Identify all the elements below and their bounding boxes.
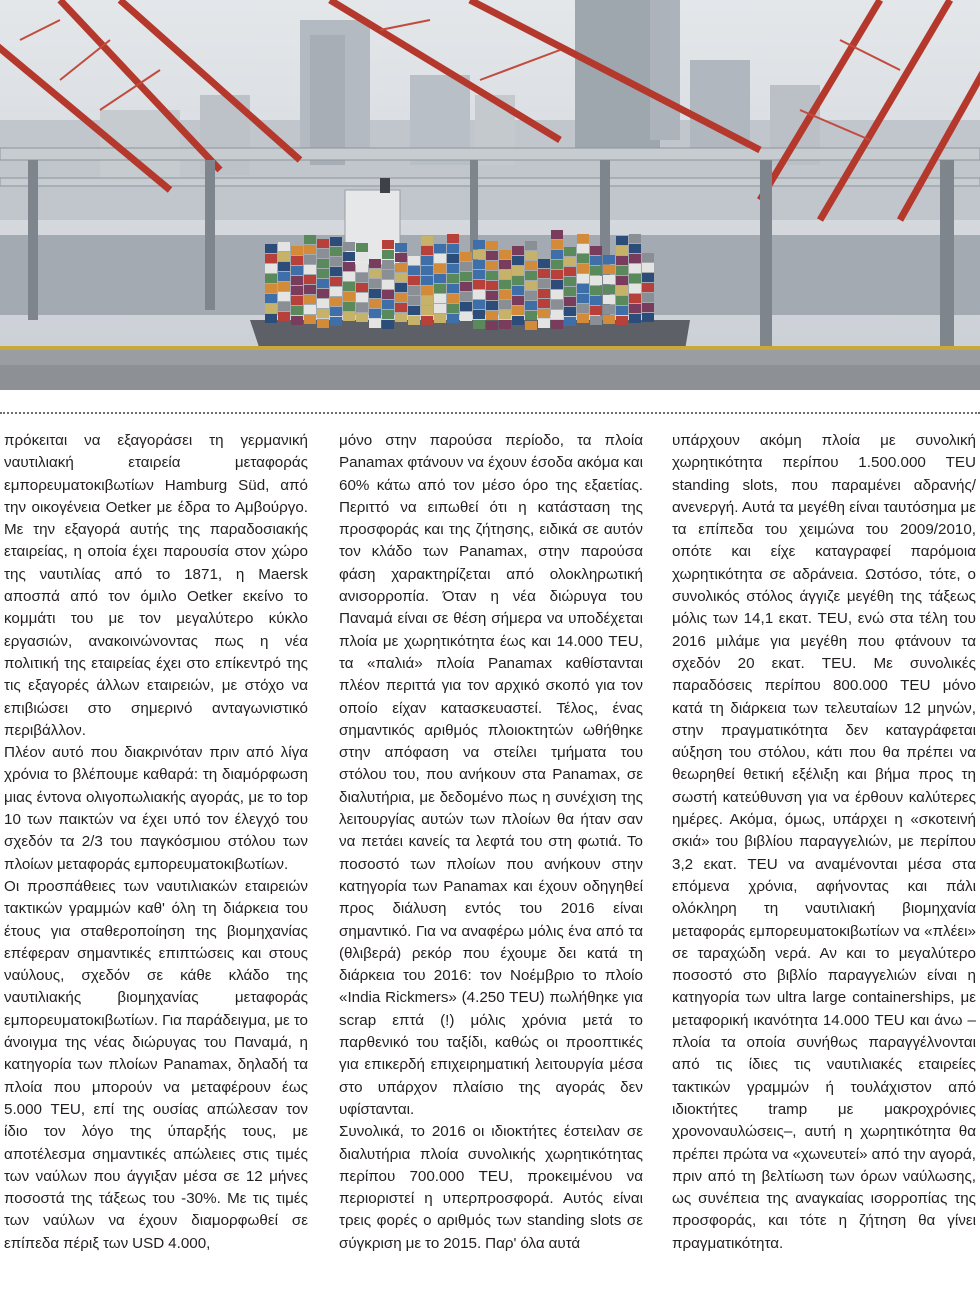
container-box: [616, 246, 628, 255]
container-box: [616, 256, 628, 265]
section-divider: [0, 412, 980, 414]
container-box: [265, 254, 277, 263]
container-box: [473, 240, 485, 249]
container-box: [460, 292, 472, 301]
container-box: [434, 304, 446, 313]
container-box: [590, 286, 602, 295]
container-box: [486, 271, 498, 280]
container-box: [551, 310, 563, 319]
container-box: [629, 264, 641, 273]
container-box: [499, 250, 511, 259]
container-box: [330, 317, 342, 326]
container-box: [499, 320, 511, 329]
article-column-3: [672, 430, 976, 1255]
container-box: [460, 252, 472, 261]
container-box: [395, 243, 407, 252]
container-box: [304, 255, 316, 264]
container-box: [538, 289, 550, 298]
container-box: [434, 314, 446, 323]
container-box: [265, 314, 277, 323]
container-box: [512, 296, 524, 305]
column-2-paragraph: Συνολικά, το 2016 οι ιδιοκτήτες έστειλαν σε διαλυτήρια πλοία συνολικής χωρητικότητας περίπου 700.000 TEU, προκειμένου να περιοριστεί η υπερπροσφορά. Αυτός είναι τρεις φορές ο αριθμός των standing slots σε σύγκριση με το 2015. Παρ' όλα αυτά: [339, 1123, 643, 1252]
container-box: [356, 283, 368, 292]
container-box: [330, 267, 342, 276]
container-box: [590, 266, 602, 275]
container-box: [486, 241, 498, 250]
container-box: [616, 276, 628, 285]
container-box: [460, 312, 472, 321]
container-box: [421, 256, 433, 265]
container-box: [395, 303, 407, 312]
container-box: [616, 316, 628, 325]
container-box: [473, 320, 485, 329]
container-box: [629, 294, 641, 303]
container-box: [538, 299, 550, 308]
container-box: [603, 265, 615, 274]
container-box: [317, 239, 329, 248]
container-box: [369, 279, 381, 288]
container-box: [512, 306, 524, 315]
container-box: [330, 297, 342, 306]
container-box: [265, 304, 277, 313]
container-box: [343, 292, 355, 301]
container-box: [499, 280, 511, 289]
container-box: [551, 230, 563, 239]
container-box: [551, 240, 563, 249]
container-box: [356, 263, 368, 272]
container-box: [291, 276, 303, 285]
container-box: [577, 274, 589, 283]
container-box: [486, 311, 498, 320]
container-box: [564, 277, 576, 286]
container-box: [447, 254, 459, 263]
column-1-paragraph: Οι προσπάθειες των ναυτιλιακών εταιρειών τακτικών γραμμών καθ' όλη τη διάρκεια του έτους για σταθεροποίηση της βιομηχανίας επέφεραν σημαντικές επιπτώσεις και στους ναύλους, σχεδόν σε κάθε κλάδο της ναυτιλιακής βιομηχανίας μεταφοράς εμπορευματοκιβωτίων. Για παράδειγμα, με το άνοιγμα της νέας διώρυγας του Παναμά, η κατηγορία των πλοίων Panamax, δηλαδή τα πλοία που μπορούν να μεταφέρουν έως 5.000 TEU, επί της ουσίας απώλεσαν τον ίδιο τον λόγο της ύπαρξής τους, με αποτέλεσμα σημαντικές απώλειες στις τιμές των ναύλων που άγγιξαν μέσα σε 12 μήνες ποσοστά της τάξεως του -30%. Με τις τιμές των ναύλων να έχουν διαμορφωθεί σε επίπεδα πέριξ των USD 4.000,: [4, 877, 308, 1252]
container-box: [421, 306, 433, 315]
container-box: [382, 240, 394, 249]
container-box: [317, 269, 329, 278]
container-box: [590, 246, 602, 255]
container-box: [304, 305, 316, 314]
container-box: [343, 312, 355, 321]
container-box: [369, 289, 381, 298]
container-box: [278, 302, 290, 311]
container-box: [317, 289, 329, 298]
container-box: [304, 275, 316, 284]
container-box: [369, 299, 381, 308]
container-box: [525, 261, 537, 270]
container-box: [512, 266, 524, 275]
container-box: [447, 264, 459, 273]
container-box: [278, 242, 290, 251]
container-box: [642, 313, 654, 322]
container-box: [551, 290, 563, 299]
container-box: [382, 300, 394, 309]
container-box: [486, 321, 498, 330]
container-box: [564, 257, 576, 266]
container-box: [577, 294, 589, 303]
container-box: [486, 301, 498, 310]
container-box: [564, 317, 576, 326]
container-box: [330, 277, 342, 286]
container-box: [343, 252, 355, 261]
container-box: [265, 264, 277, 273]
container-box: [460, 302, 472, 311]
container-box: [343, 302, 355, 311]
container-box: [512, 276, 524, 285]
container-box: [343, 242, 355, 251]
container-box: [577, 244, 589, 253]
container-box: [434, 284, 446, 293]
container-box: [629, 314, 641, 323]
container-box: [590, 296, 602, 305]
container-box: [616, 296, 628, 305]
container-box: [434, 254, 446, 263]
container-box: [395, 283, 407, 292]
container-box: [590, 256, 602, 265]
container-box: [525, 311, 537, 320]
container-box: [447, 294, 459, 303]
container-box: [551, 250, 563, 259]
container-box: [538, 259, 550, 268]
container-box: [590, 306, 602, 315]
container-box: [356, 273, 368, 282]
container-box: [499, 300, 511, 309]
container-box: [291, 286, 303, 295]
container-box: [512, 286, 524, 295]
container-box: [538, 319, 550, 328]
container-box: [278, 252, 290, 261]
container-box: [577, 314, 589, 323]
container-box: [642, 283, 654, 292]
container-box: [291, 266, 303, 275]
container-box: [590, 316, 602, 325]
container-box: [473, 280, 485, 289]
container-box: [369, 269, 381, 278]
container-box: [291, 246, 303, 255]
container-box: [356, 243, 368, 252]
container-box: [447, 274, 459, 283]
container-box: [382, 250, 394, 259]
article-body: [4, 430, 978, 1288]
containership-port-image: [0, 0, 980, 390]
container-box: [369, 309, 381, 318]
container-box: [551, 280, 563, 289]
container-box: [642, 303, 654, 312]
container-box: [616, 306, 628, 315]
container-box: [473, 310, 485, 319]
container-box: [447, 244, 459, 253]
container-box: [564, 247, 576, 256]
container-box: [304, 265, 316, 274]
container-box: [473, 290, 485, 299]
container-box: [512, 316, 524, 325]
container-box: [616, 286, 628, 295]
container-box: [421, 236, 433, 245]
container-box: [577, 304, 589, 313]
container-box: [525, 241, 537, 250]
container-box: [564, 297, 576, 306]
container-box: [278, 292, 290, 301]
container-box: [486, 251, 498, 260]
container-box: [642, 273, 654, 282]
container-box: [538, 269, 550, 278]
container-box: [278, 272, 290, 281]
container-box: [512, 246, 524, 255]
container-box: [291, 306, 303, 315]
container-box: [317, 249, 329, 258]
container-box: [486, 261, 498, 270]
container-box: [382, 260, 394, 269]
container-box: [525, 321, 537, 330]
container-box: [356, 303, 368, 312]
container-box: [304, 295, 316, 304]
container-box: [434, 264, 446, 273]
container-box: [265, 274, 277, 283]
container-box: [616, 236, 628, 245]
container-box: [317, 259, 329, 268]
container-box: [642, 293, 654, 302]
container-box: [447, 234, 459, 243]
container-box: [382, 320, 394, 329]
container-box: [304, 245, 316, 254]
container-box: [421, 246, 433, 255]
container-box: [603, 275, 615, 284]
container-box: [629, 244, 641, 253]
container-box: [278, 312, 290, 321]
container-box: [265, 294, 277, 303]
container-box: [538, 279, 550, 288]
container-box: [603, 305, 615, 314]
article-column-1: [4, 430, 308, 1255]
container-box: [421, 296, 433, 305]
container-box: [447, 314, 459, 323]
container-box: [577, 234, 589, 243]
container-box: [603, 285, 615, 294]
container-box: [473, 270, 485, 279]
container-box: [317, 319, 329, 328]
container-box: [395, 263, 407, 272]
container-box: [291, 316, 303, 325]
container-box: [499, 310, 511, 319]
container-box: [629, 254, 641, 263]
container-box: [408, 286, 420, 295]
container-box: [590, 276, 602, 285]
container-box: [408, 306, 420, 315]
container-box: [642, 263, 654, 272]
container-box: [343, 262, 355, 271]
container-box: [486, 291, 498, 300]
container-box: [421, 276, 433, 285]
container-box: [395, 313, 407, 322]
container-box: [577, 254, 589, 263]
container-box: [369, 319, 381, 328]
container-box: [447, 284, 459, 293]
container-box: [629, 234, 641, 243]
container-box: [564, 267, 576, 276]
container-box: [629, 304, 641, 313]
container-box: [434, 294, 446, 303]
container-box: [343, 272, 355, 281]
container-box: [551, 260, 563, 269]
container-box: [408, 256, 420, 265]
container-box: [343, 282, 355, 291]
container-box: [460, 272, 472, 281]
container-box: [538, 309, 550, 318]
container-box: [603, 315, 615, 324]
container-box: [408, 296, 420, 305]
container-box: [330, 237, 342, 246]
container-box: [408, 276, 420, 285]
container-box: [525, 271, 537, 280]
container-box: [421, 266, 433, 275]
container-box: [330, 257, 342, 266]
container-box: [304, 235, 316, 244]
container-box: [551, 320, 563, 329]
container-box: [551, 300, 563, 309]
container-box: [603, 295, 615, 304]
container-box: [395, 253, 407, 262]
container-box: [473, 260, 485, 269]
container-box: [473, 250, 485, 259]
container-box: [564, 307, 576, 316]
container-box: [460, 262, 472, 271]
container-box: [421, 316, 433, 325]
column-2-paragraph: μόνο στην παρούσα περίοδο, τα πλοία Panamax φτάνουν να έχουν έσοδα ακόμα και 60% κάτω από τον μέσο όρο της εξαετίας. Περιττό να ειπωθεί ότι η κατάσταση της προσφοράς και της ζήτησης, ειδικά σε αυτόν τον κλάδο των Panamax, στην παρούσα φάση χαρακτηρίζεται από ολοκληρωτική ανισορροπία. Όταν η νέα διώρυγα του Παναμά είναι σε θέση σήμερα να υποδέχεται πλοία με χωρητικότητα έως και 14.000 TEU, τα «παλιά» πλοία Panamax καθίστανται πλέον περιττά για τον αρχικό σκοπό για τον οποίο είχαν κατασκευαστεί. Τέλος, ένας σημαντικός αριθμός πλοιοκτητών ωθήθηκε στην απόφαση να στείλει τμήματα του στόλου του, που ανήκουν στα Panamax, σε διαλυτήρια, με δεδομένο πως η συνέχιση της λειτουργίας αυτών των πλοίων θα ήταν σαν να πετάει κανείς τα λεφτά του στη φωτιά. Το ποσοστό των πλοίων που ανήκουν στην κατηγορία των Panamax και έχουν οδηγηθεί προς διάλυση εντός του 2016 είναι σημαντικό. Για να αναφέρω μόλις ένα από τα (θλιβερά) ρεκόρ που έχουμε δει κατά τη διάρκεια του 2016: τον Νοέμβριο το πλοίο «India Rickmers» (4.250 TEU) πωλήθηκε για scrap επτά (!) μόλις χρόνια μετά το παρθενικό του ταξίδι, καθώς οι προοπτικές για επικερδή επιχειρηματική λειτουργία μέσα στο υπάρχον πλαίσιο της αγοράς δεν υφίστανται.: [339, 432, 643, 1118]
container-box: [447, 304, 459, 313]
container-box: [486, 281, 498, 290]
container-box: [317, 299, 329, 308]
container-box: [525, 291, 537, 300]
container-box: [304, 315, 316, 324]
column-1-paragraph: Πλέον αυτό που διακρινόταν πριν από λίγα χρόνια το βλέπουμε καθαρά: τη διαμόρφωση μιας έντονα ολιγοπωλιακής αγοράς, με το top 10 των παικτών να έχει υπό τον έλεγχό του σχεδόν τα 2/3 του παγκόσμιου στόλου των πλοίων μεταφοράς εμπορευματοκιβωτίων.: [4, 744, 308, 873]
container-box: [434, 274, 446, 283]
column-1-paragraph: πρόκειται να εξαγοράσει τη γερμανική ναυτιλιακή εταιρεία μεταφοράς εμπορευματοκιβωτίων Hamburg Süd, από την οικογένεια Oetker με έδρα το Αμβούργο. Με την εξαγορά αυτής της παραδοσιακής εταιρείας, η οποία έχει παρουσία στον χώρο της ναυτιλίας από το 1871, η Maersk αποσπά από τον όμιλο Oetker εκείνο το κομμάτι του με τον μεγαλύτερο κύκλο εργασιών, ανακοινώνοντας πως η νέα πολιτική της εταιρείας έχει στο επίκεντρό της τις εξαγορές άλλων εταιρειών, με στόχο να επιβιώσει στο σημερινό ανταγωνιστικό περιβάλλον.: [4, 432, 308, 739]
container-box: [499, 290, 511, 299]
port-photo: [0, 0, 980, 390]
container-box: [382, 270, 394, 279]
container-box: [356, 293, 368, 302]
container-box: [551, 270, 563, 279]
container-box: [616, 266, 628, 275]
container-box: [356, 253, 368, 262]
container-box: [460, 282, 472, 291]
container-box: [603, 255, 615, 264]
container-box: [525, 251, 537, 260]
container-box: [291, 256, 303, 265]
container-box: [577, 264, 589, 273]
container-box: [369, 259, 381, 268]
container-box: [525, 281, 537, 290]
container-box: [291, 296, 303, 305]
container-box: [564, 287, 576, 296]
container-box: [408, 266, 420, 275]
container-box: [265, 284, 277, 293]
container-box: [629, 274, 641, 283]
container-box: [317, 279, 329, 288]
container-box: [629, 284, 641, 293]
container-box: [395, 293, 407, 302]
container-box: [642, 253, 654, 262]
container-box: [356, 313, 368, 322]
container-box: [330, 287, 342, 296]
container-box: [304, 285, 316, 294]
container-box: [265, 244, 277, 253]
container-box: [330, 307, 342, 316]
container-box: [408, 316, 420, 325]
container-box: [278, 262, 290, 271]
container-box: [395, 273, 407, 282]
article-column-2: [339, 430, 643, 1255]
container-box: [382, 290, 394, 299]
container-box: [421, 286, 433, 295]
container-box: [330, 247, 342, 256]
container-box: [382, 280, 394, 289]
container-box: [525, 301, 537, 310]
container-box: [278, 282, 290, 291]
container-box: [499, 270, 511, 279]
container-box: [577, 284, 589, 293]
column-3-paragraph: υπάρχουν ακόμη πλοία με συνολική χωρητικότητα περίπου 1.500.000 TEU standing slots, που παραμένει αδρανής/ανενεργή. Αυτά τα μεγέθη είναι ταυτόσημα με τα επίπεδα του χειμώνα του 2009/2010, οπότε και είχε καταγραφεί παρόμοια χωρητικότητα σε αδράνεια. Ωστόσο, τότε, ο συνολικός στόλος άγγιζε μεγέθη της τάξεως μόλις των 14,1 εκατ. TEU, ενώ στα τέλη του 2016 μιλάμε για μεγέθη που φτάνουν τα σχεδόν 20 εκατ. TEU. Με συνολικές παραδόσεις περίπου 800.000 TEU μόνο κατά τη διάρκεια των τελευταίων 12 μηνών, στην πραγματικότητα δεν καταγράφεται αύξηση του στόλου, κάτι που θα πρέπει να θεωρηθεί θετική εξέλιξη και βήμα προς τη σωστή κατεύθυνση για να έρθουν καλύτερες ημέρες. Ακόμα, όμως, υπάρχει η «σκοτεινή σκιά» του βιβλίου παραγγελιών, με περίπου 3,2 εκατ. TEU να αναμένονται μέσα στα επόμενα χρόνια, αφήνοντας και πάλι ολόκληρη τη ναυτιλιακή βιομηχανία μεταφοράς εμπορευματοκιβωτίων να «πλέει» σε ταραχώδη νερά. Αν και το μεγαλύτερο ποσοστό στο βιβλίο παραγγελιών είναι η κατηγορία των ultra large containerships, με μεταφορική ικανότητα 14.000 TEU και άνω –πλοία τα οποία συνήθως παραγγέλνονται από τις ίδιες τις ναυτιλιακές εταιρείες τακτικών γραμμών ή τουλάχιστον από ιδιοκτήτες tramp με μακροχρόνιες χρονοναυλώσεις–, αυτή η χωρητικότητα θα πρέπει πρώτα να «χωνευτεί» από την αγορά, πριν από τη βελτίωση των όρων ναύλωσης, ως συνέπεια της αναγκαίας ισορροπίας της προσφοράς, και τότε η ζήτηση θα γίνει πραγματικότητα.: [672, 432, 976, 1252]
container-box: [512, 256, 524, 265]
container-box: [473, 300, 485, 309]
container-box: [317, 309, 329, 318]
container-box: [499, 260, 511, 269]
container-box: [382, 310, 394, 319]
container-box: [434, 244, 446, 253]
